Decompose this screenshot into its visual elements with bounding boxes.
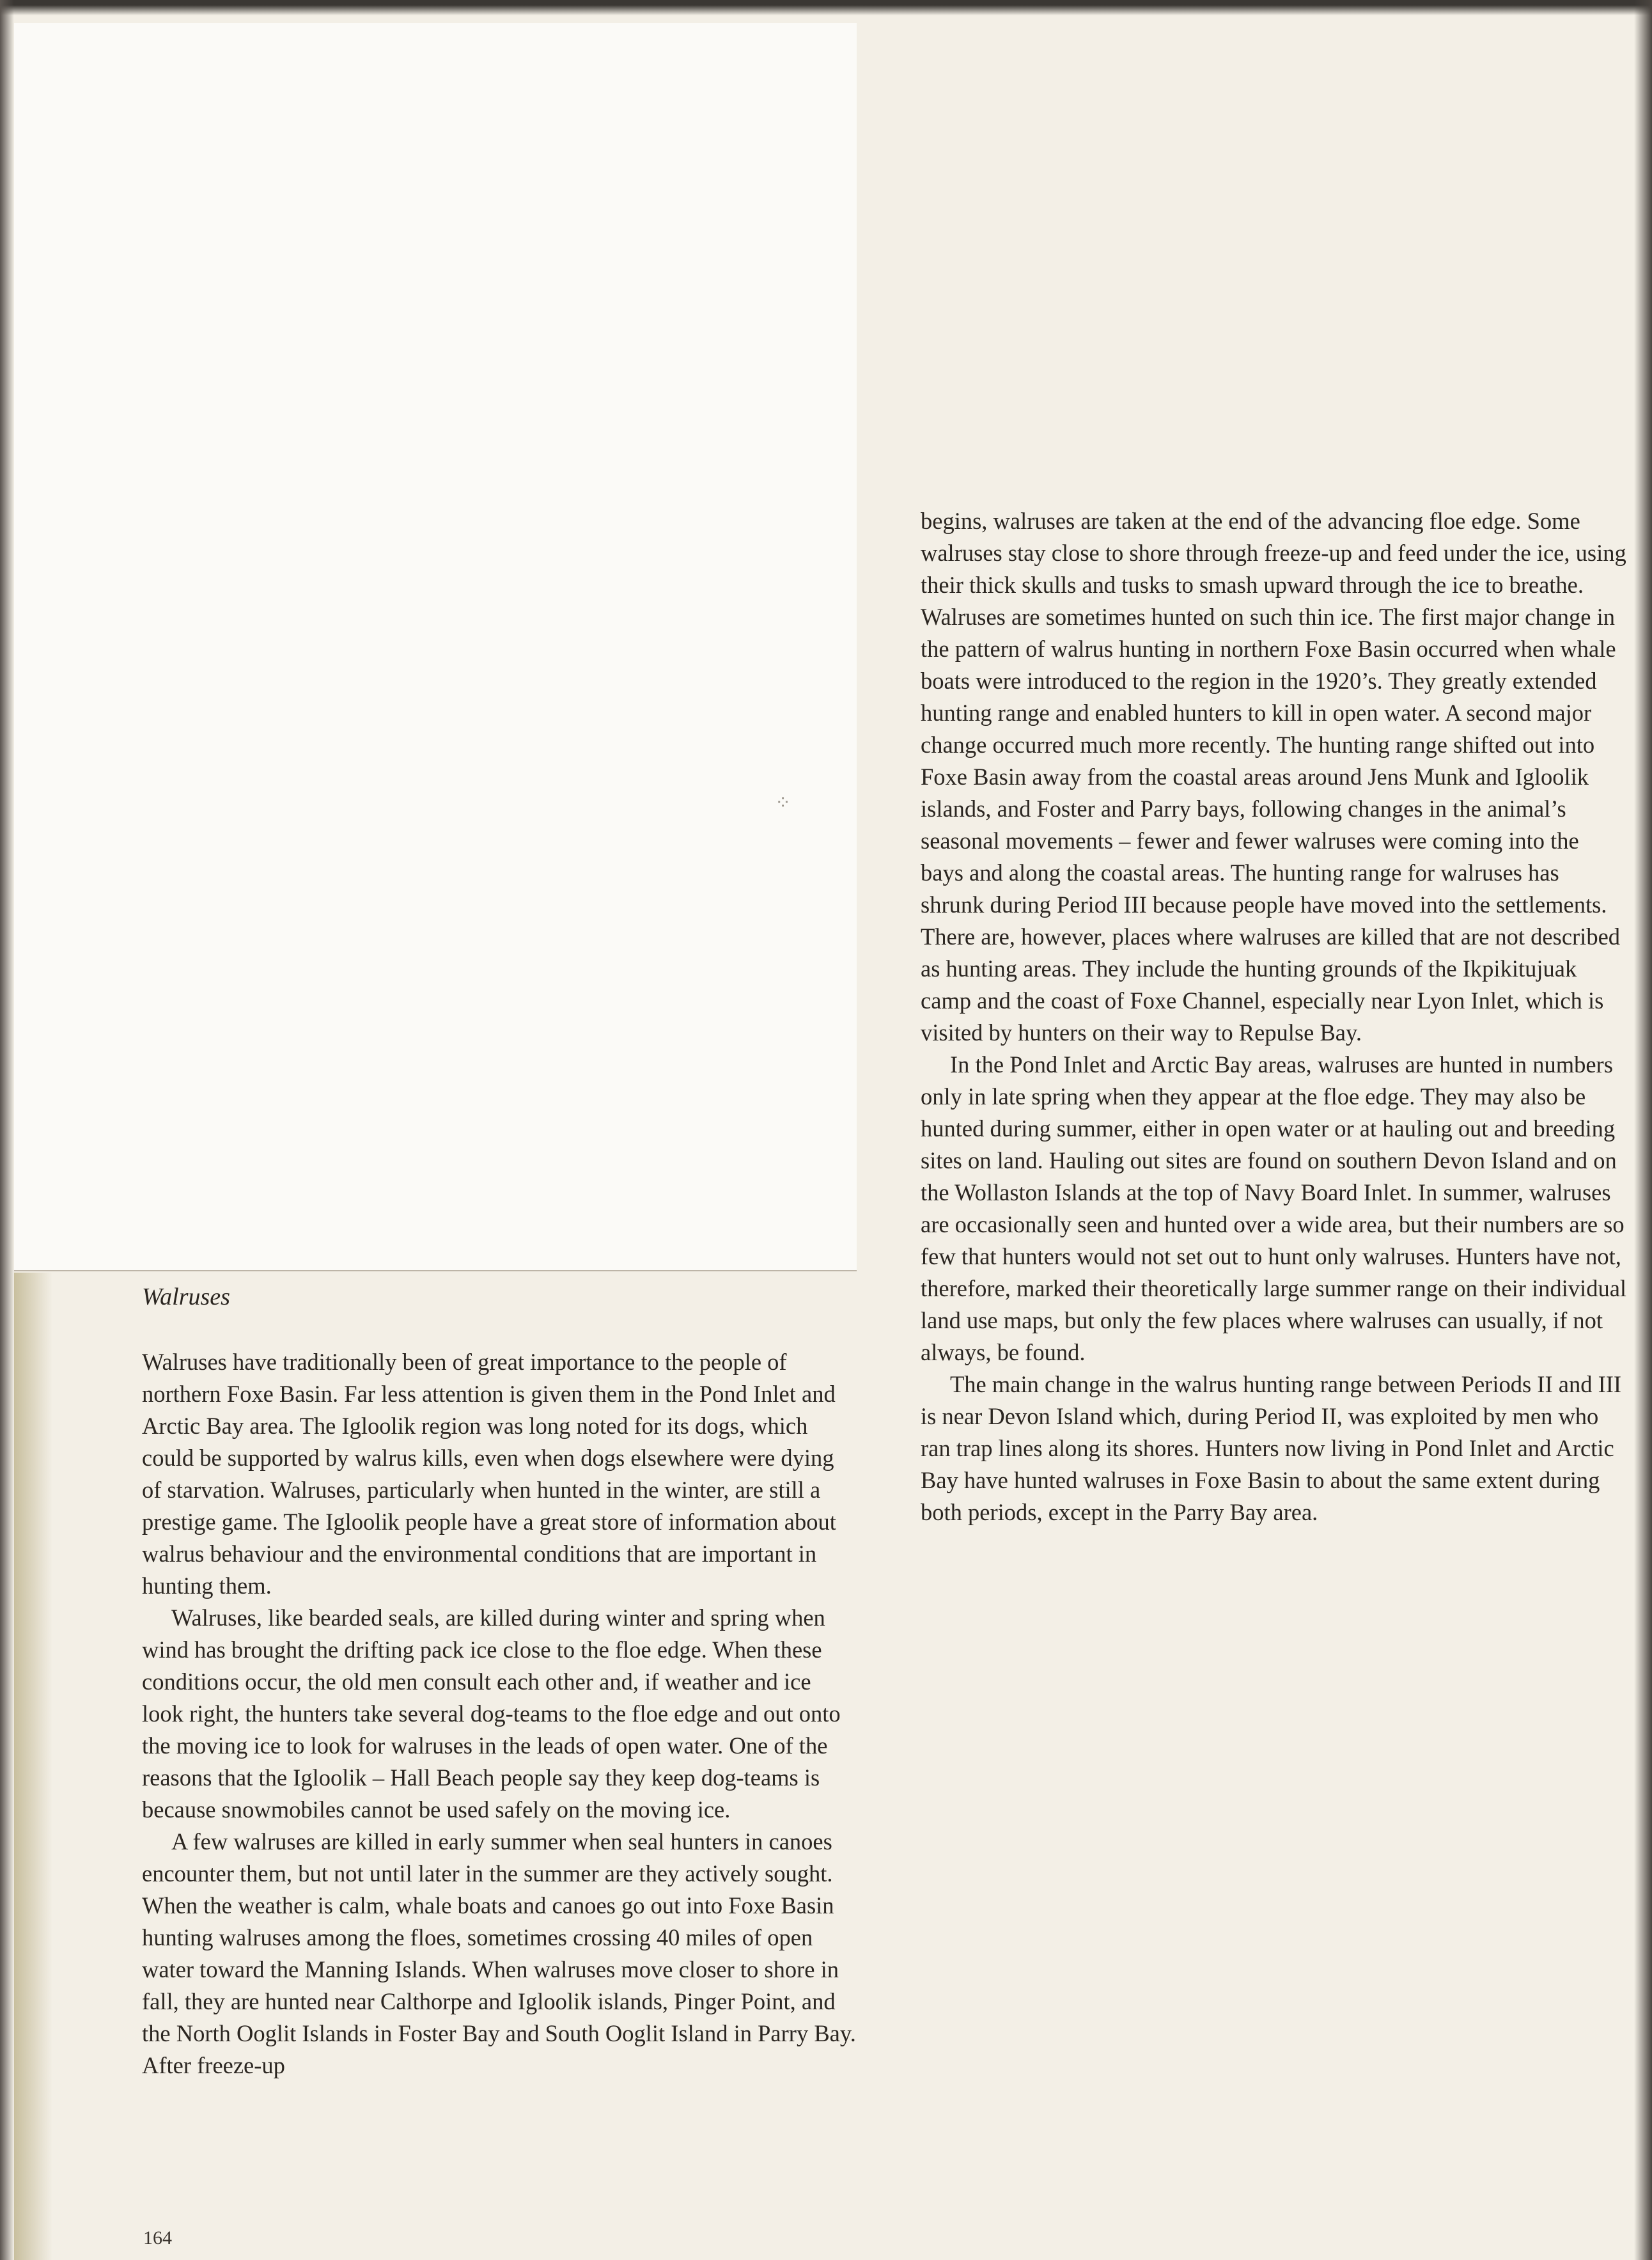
left-binding-shadow	[0, 0, 14, 2260]
right-page-edge	[1634, 0, 1652, 2260]
paragraph: A few walruses are killed in early summer when seal hunters in canoes encounter them, but not until later in the summer are they actively sought. When the weather is calm, whale boats and canoes go out into Foxe Basin hunting walruses among the floes, sometimes crossing 40 miles of open water toward the Manning Islands. When walruses move closer to shore in fall, they are hunted near Calthorpe and Igloolik islands, Pinger Point, and the North Ooglit Islands in Foster Bay and South Ooglit Island in Parry Bay. After freeze-up	[142, 1828, 856, 2078]
page-top-edge	[0, 0, 1652, 15]
paragraph: The main change in the walrus hunting range between Periods II and III is near Devon Island which, during Period II, was exploited by men who ran trap lines along its shores. Hunters now living in Pond Inlet and Arctic Bay have hunted walruses in Foxe Basin to about the same extent during both periods, except in the Parry Bay area.	[921, 1371, 1622, 1525]
page-number: 164	[143, 2227, 172, 2248]
paragraph: Walruses have traditionally been of great importance to the people of northern Foxe Basin. Far less attention is given them in the Pond Inlet and Arctic Bay area. The Igloolik region was long noted for its dogs, which could be supported by walrus kills, even when dogs elsewhere were dying of starvation. Walruses, particularly when hunted in the winter, are still a prestige game. The Igloolik people have a great store of information about walrus behaviour and the environmental conditions that are important in hunting them.	[142, 1349, 836, 1599]
photo-speck-mark: ⁘	[775, 792, 791, 813]
paragraph: begins, walruses are taken at the end of the advancing floe edge. Some walruses stay close to shore through freeze-up and feed under the ice, using their thick skulls and tusks to smash upward through the ice to breathe. Walruses are sometimes hunted on such thin ice. The first major change in the pattern of walrus hunting in northern Foxe Basin occurred when whale boats were introduced to the region in the 1920’s. They greatly extended hunting range and enabled hunters to kill in open water. A second major change occurred much more recently. The hunting range shifted out into Foxe Basin away from the coastal areas around Jens Munk and Igloolik islands, and Foster and Parry bays, following changes in the animal’s seasonal movements – fewer and fewer walruses were coming into the bays and along the coastal areas. The hunting range for walruses has shrunk during Period III because people have moved into the settlements. There are, however, places where walruses are killed that are not described as hunting areas. They include the hunting grounds of the Ikpikitujuak camp and the coast of Foxe Channel, especially near Lyon Inlet, which is visited by hunters on their way to Repulse Bay.	[921, 508, 1626, 1046]
right-text-column	[921, 505, 1627, 1528]
left-text-column	[142, 1346, 858, 2082]
left-gutter-stain	[14, 1273, 52, 2260]
paragraph: Walruses, like bearded seals, are killed during winter and spring when wind has brought the drifting pack ice close to the floe edge. When these conditions occur, the old men consult each other and, if weather and ice look right, the hunters take several dog-teams to the floe edge and out onto the moving ice to look for walruses in the leads of open water. One of the reasons that the Igloolik – Hall Beach people say they keep dog-teams is because snowmobiles cannot be used safely on the moving ice.	[142, 1605, 841, 1823]
blank-photo-area	[14, 23, 857, 1271]
section-heading: Walruses	[142, 1283, 230, 1310]
paragraph: In the Pond Inlet and Arctic Bay areas, walruses are hunted in numbers only in late spring when they appear at the floe edge. They may also be hunted during summer, either in open water or at hauling out and breeding sites on land. Hauling out sites are found on southern Devon Island and on the Wollaston Islands at the top of Navy Board Inlet. In summer, walruses are occasionally seen and hunted over a wide area, but their numbers are so few that hunters would not set out to hunt only walruses. Hunters have not, therefore, marked their theoretically large summer range on their individual land use maps, but only the few places where walruses can usually, if not always, be found.	[921, 1051, 1627, 1365]
